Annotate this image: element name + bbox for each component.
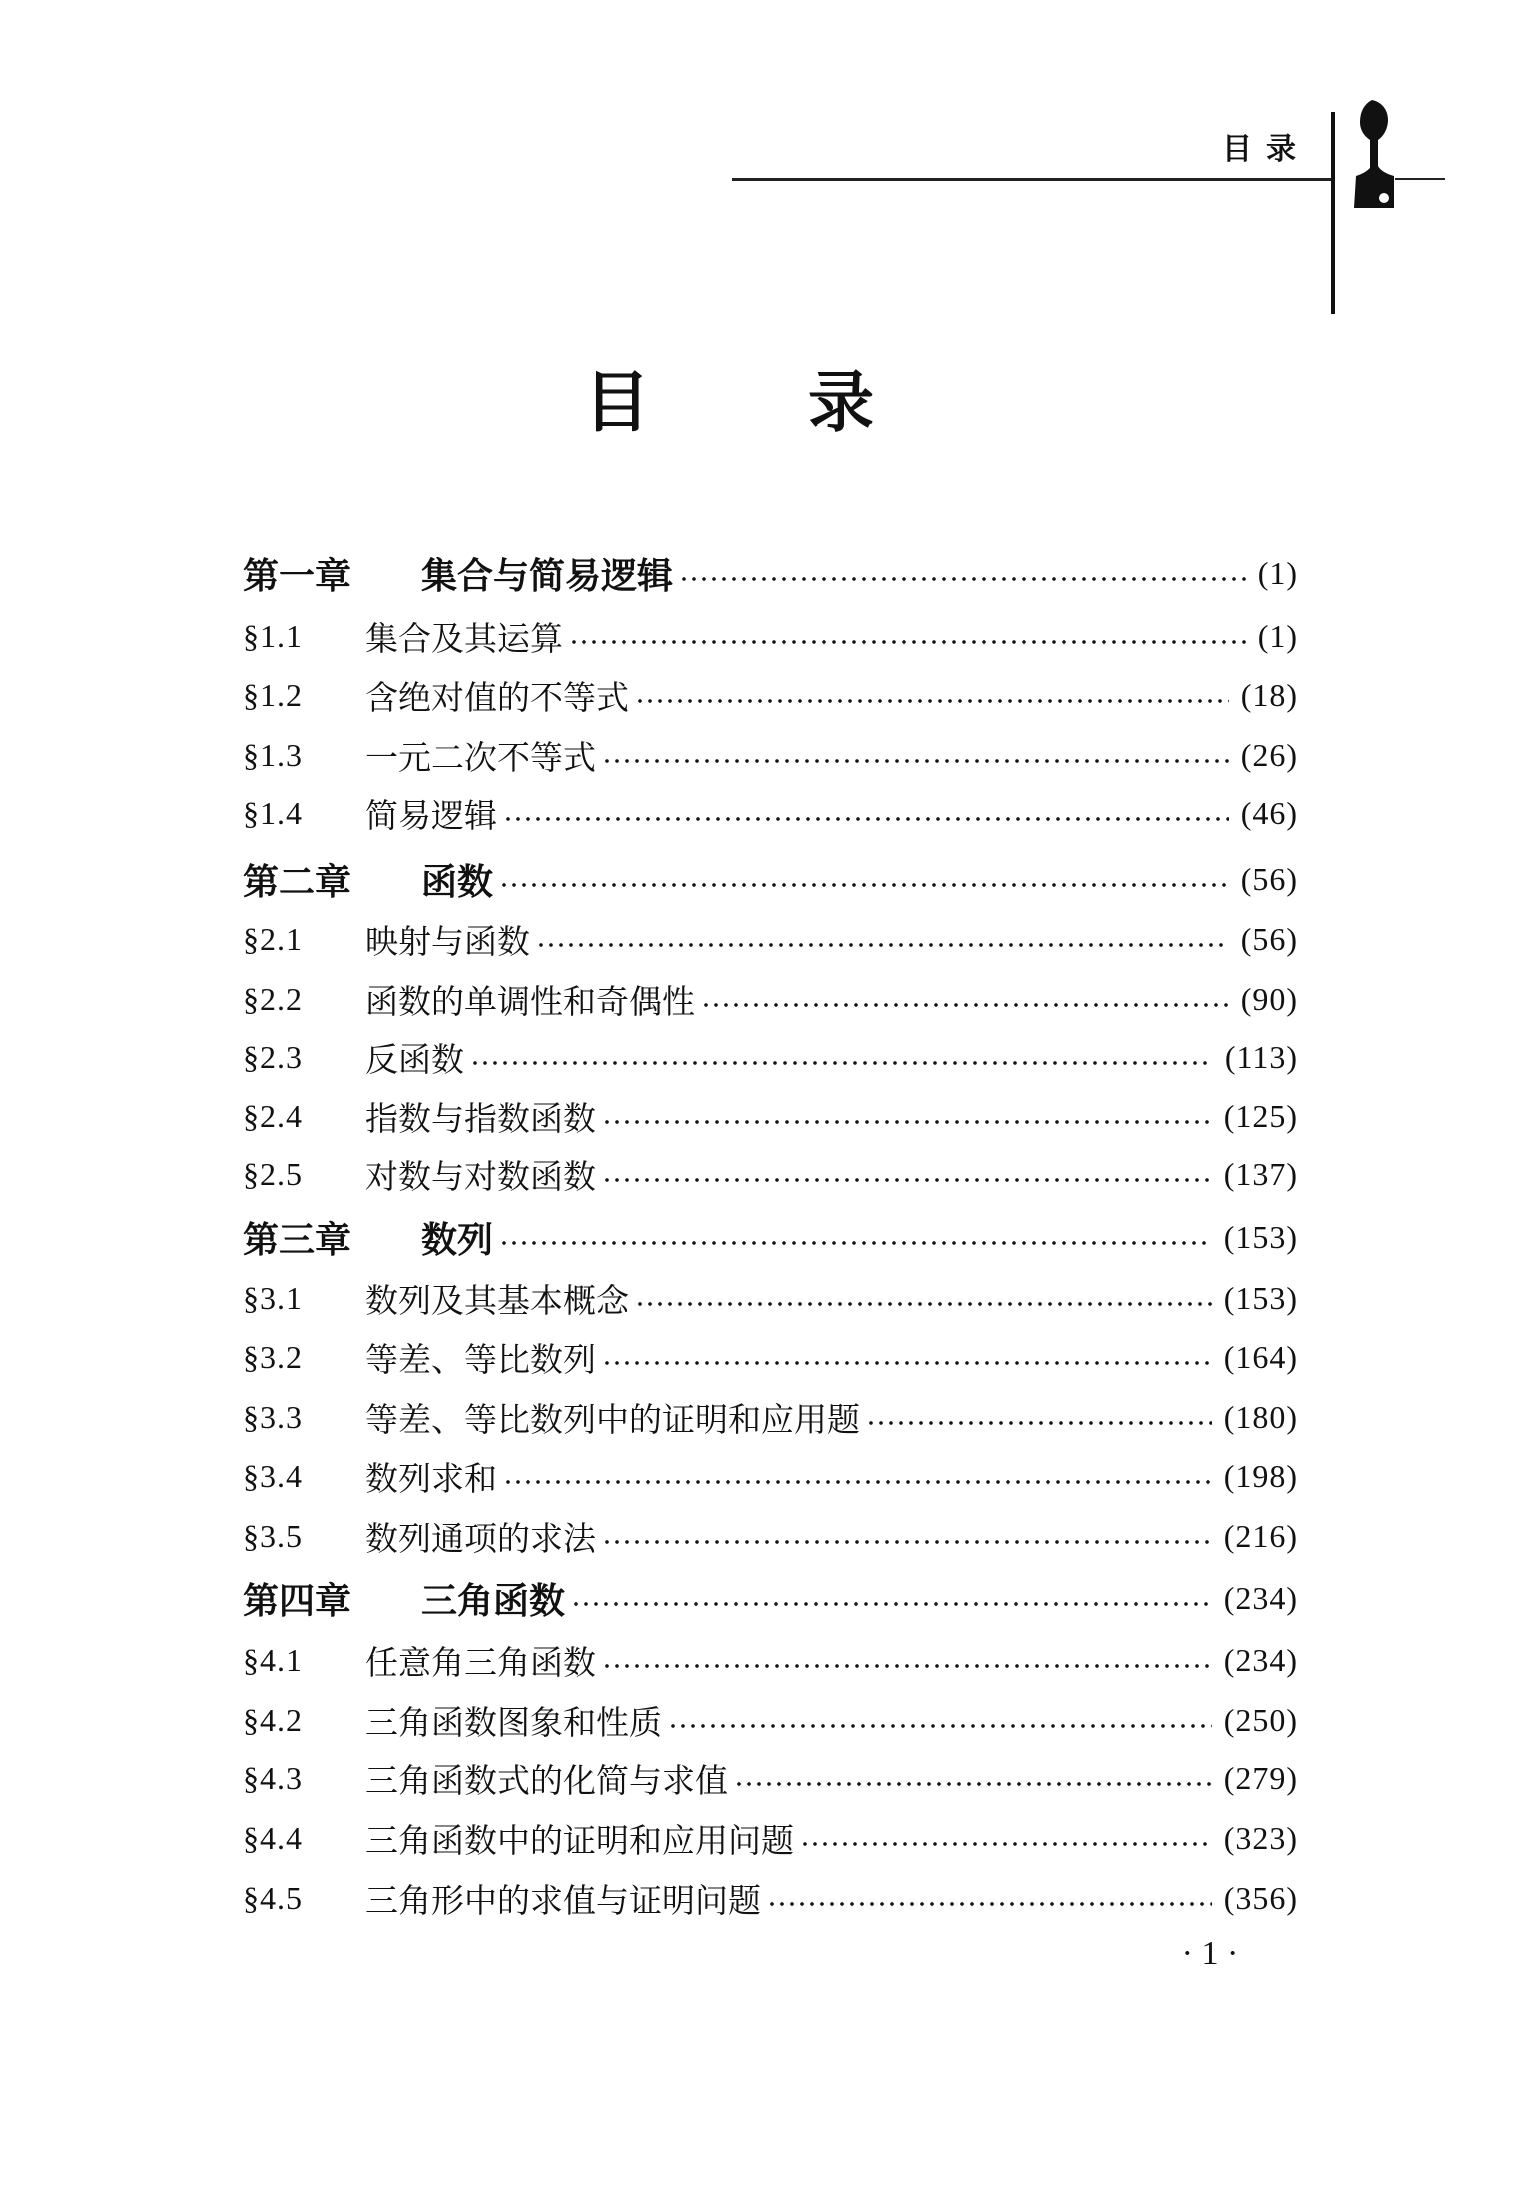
dot-leader (668, 1723, 1212, 1729)
entry-page-number: (198) (1223, 1457, 1298, 1494)
entry-title: 含绝对值的不等式 (365, 677, 629, 717)
toc-chapter-entry[interactable] (243, 1573, 1298, 1623)
toc-section-entry[interactable] (243, 1392, 1298, 1442)
entry-page-number: (1) (1257, 554, 1298, 591)
entry-page-number: (90) (1240, 980, 1298, 1017)
dot-leader (635, 698, 1229, 704)
section-number: §4.4 (243, 1819, 303, 1856)
dot-leader (602, 1119, 1212, 1125)
entry-title: 三角函数图象和性质 (365, 1702, 662, 1742)
entry-page-number: (46) (1240, 794, 1298, 831)
toc-section-entry[interactable] (243, 914, 1298, 964)
dot-leader (602, 1539, 1212, 1545)
header-rule-right (1395, 178, 1445, 180)
toc-section-entry[interactable] (243, 1451, 1298, 1501)
toc-section-entry[interactable] (243, 1813, 1298, 1863)
toc-section-entry[interactable] (243, 611, 1298, 661)
entry-title: 简易逻辑 (365, 795, 497, 835)
toc-chapter-entry[interactable] (243, 1212, 1298, 1262)
entry-title: 三角函数 (421, 1580, 566, 1622)
section-number: §1.4 (243, 794, 303, 831)
entry-title: 反函数 (365, 1039, 464, 1079)
entry-title: 数列求和 (365, 1458, 497, 1498)
entry-title: 任意角三角函数 (365, 1642, 596, 1682)
entry-title: 三角函数式的化简与求值 (365, 1760, 728, 1800)
ornament-icon (1350, 98, 1398, 212)
section-number: §4.3 (243, 1759, 303, 1796)
dot-leader (602, 1177, 1212, 1183)
dot-leader (602, 1663, 1212, 1669)
dot-leader (679, 576, 1246, 582)
page-title (0, 358, 1535, 448)
entry-page-number: (56) (1240, 860, 1298, 897)
dot-leader (571, 1601, 1212, 1607)
chapter-label: 第二章 (243, 861, 352, 903)
section-number: §4.2 (243, 1701, 303, 1738)
entry-page-number: (250) (1223, 1701, 1298, 1738)
section-number: §3.3 (243, 1398, 303, 1435)
entry-page-number: (1) (1257, 617, 1298, 654)
toc-section-entry[interactable] (243, 1091, 1298, 1141)
section-number: §1.1 (243, 617, 303, 654)
section-number: §3.4 (243, 1457, 303, 1494)
toc-section-entry[interactable] (243, 1511, 1298, 1561)
entry-title: 函数的单调性和奇偶性 (365, 981, 695, 1021)
entry-page-number: (56) (1240, 920, 1298, 957)
toc-section-entry[interactable] (243, 788, 1298, 838)
entry-title: 集合及其运算 (365, 618, 563, 658)
dot-leader (701, 1002, 1229, 1008)
entry-title: 等差、等比数列 (365, 1339, 596, 1379)
toc-section-entry[interactable] (243, 1149, 1298, 1199)
section-number: §2.2 (243, 980, 303, 1017)
header-vertical-bar (1331, 112, 1335, 314)
toc-section-entry[interactable] (243, 1332, 1298, 1382)
dot-leader (569, 639, 1246, 645)
section-number: §4.1 (243, 1641, 303, 1678)
entry-title: 函数 (421, 861, 494, 903)
chapter-label: 第四章 (243, 1580, 352, 1622)
section-number: §3.2 (243, 1338, 303, 1375)
toc-chapter-entry[interactable] (243, 548, 1298, 598)
dot-leader (503, 816, 1229, 822)
entry-title: 三角函数中的证明和应用问题 (365, 1820, 794, 1860)
section-number: §2.1 (243, 920, 303, 957)
section-number: §3.1 (243, 1279, 303, 1316)
dot-leader (499, 1240, 1212, 1246)
toc-section-entry[interactable] (243, 1273, 1298, 1323)
section-number: §2.4 (243, 1097, 303, 1134)
entry-title: 数列 (421, 1219, 494, 1261)
entry-page-number: (323) (1223, 1819, 1298, 1856)
toc-chapter-entry[interactable] (243, 854, 1298, 904)
entry-page-number: (164) (1223, 1338, 1298, 1375)
entry-page-number: (153) (1223, 1218, 1298, 1255)
chapter-label: 第一章 (243, 555, 352, 597)
entry-title: 三角形中的求值与证明问题 (365, 1880, 761, 1920)
entry-page-number: (153) (1223, 1279, 1298, 1316)
running-head: 目录 (1222, 132, 1310, 167)
toc-section-entry[interactable] (243, 1753, 1298, 1803)
section-number: §3.5 (243, 1517, 303, 1554)
toc-section-entry[interactable] (243, 1873, 1298, 1923)
dot-leader (635, 1301, 1212, 1307)
dot-leader (503, 1479, 1212, 1485)
dot-leader (767, 1901, 1212, 1907)
dot-leader (800, 1841, 1212, 1847)
entry-title: 数列及其基本概念 (365, 1280, 629, 1320)
entry-title: 集合与简易逻辑 (421, 555, 674, 597)
dot-leader (536, 942, 1229, 948)
dot-leader (602, 1360, 1212, 1366)
toc-section-entry[interactable] (243, 1695, 1298, 1745)
entry-title: 等差、等比数列中的证明和应用题 (365, 1399, 860, 1439)
dot-leader (734, 1781, 1212, 1787)
header-rule (732, 178, 1335, 181)
page-number: · 1 · (1181, 1935, 1239, 1972)
entry-title: 一元二次不等式 (365, 737, 596, 777)
entry-title: 指数与指数函数 (365, 1098, 596, 1138)
entry-page-number: (18) (1240, 676, 1298, 713)
entry-page-number: (234) (1223, 1641, 1298, 1678)
entry-page-number: (356) (1223, 1879, 1298, 1916)
section-number: §2.5 (243, 1155, 303, 1192)
entry-page-number: (113) (1224, 1038, 1298, 1075)
toc-section-entry[interactable] (243, 670, 1298, 720)
entry-page-number: (26) (1240, 736, 1298, 773)
entry-page-number: (279) (1223, 1759, 1298, 1796)
page-title-char-2: 录 (808, 364, 874, 441)
section-number: §4.5 (243, 1879, 303, 1916)
entry-page-number: (216) (1223, 1517, 1298, 1554)
chapter-label: 第三章 (243, 1219, 352, 1261)
toc-section-entry[interactable] (243, 1032, 1298, 1082)
toc-section-entry[interactable] (243, 730, 1298, 780)
entry-title: 映射与函数 (365, 921, 530, 961)
entry-page-number: (180) (1223, 1398, 1298, 1435)
section-number: §1.2 (243, 676, 303, 713)
toc-section-entry[interactable] (243, 1635, 1298, 1685)
section-number: §1.3 (243, 736, 303, 773)
dot-leader (499, 882, 1229, 888)
entry-page-number: (234) (1223, 1579, 1298, 1616)
section-number: §2.3 (243, 1038, 303, 1075)
entry-title: 对数与对数函数 (365, 1156, 596, 1196)
entry-page-number: (137) (1223, 1155, 1298, 1192)
entry-page-number: (125) (1223, 1097, 1298, 1134)
dot-leader (602, 758, 1229, 764)
dot-leader (866, 1420, 1212, 1426)
dot-leader (470, 1060, 1213, 1066)
page-title-char-1: 目 (584, 364, 650, 441)
toc-section-entry[interactable] (243, 974, 1298, 1024)
entry-title: 数列通项的求法 (365, 1518, 596, 1558)
